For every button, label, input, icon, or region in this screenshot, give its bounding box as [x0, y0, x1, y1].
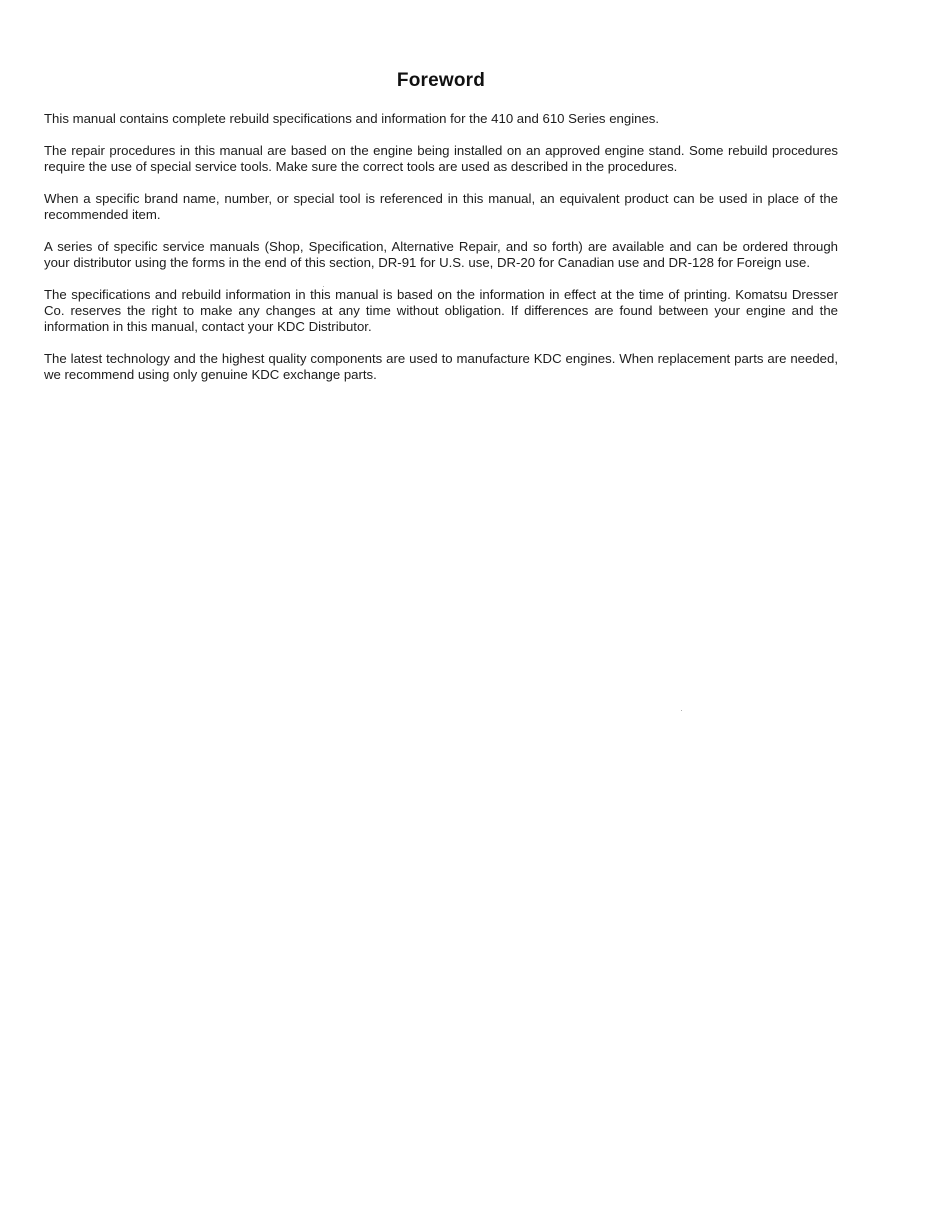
- paragraph-intro: This manual contains complete rebuild specifications and information for the 410 and 610 Series engines.: [44, 111, 660, 126]
- foreword-body: [44, 111, 838, 399]
- paragraph-service-manuals: A series of specific service manuals (Shop, Specification, Alternative Repair, and so forth) are available and can be ordered through your distributor using the forms in the end of this section, DR-91 for U.S. use, DR-20 for Canadian use and DR-128 for Foreign use.: [44, 239, 838, 270]
- scan-speck: [323, 286, 324, 287]
- paragraph-equivalent-products: When a specific brand name, number, or special tool is referenced in this manual, an equivalent product can be used in place of the recommended item.: [44, 191, 838, 222]
- paragraph-repair-procedures: The repair procedures in this manual are based on the engine being installed on an approved engine stand. Some rebuild procedures require the use of special service tools. Make sure the correct tools are used as described in the procedures.: [44, 143, 838, 174]
- page-title: Foreword: [396, 70, 486, 91]
- scan-speck: [681, 710, 682, 711]
- paragraph-specifications-notice: The specifications and rebuild information in this manual is based on the information in effect at the time of printing. Komatsu Dresser Co. reserves the right to make any changes at any time without obligation. If differences are found between your engine and the information in this manual, contact your KDC Distributor.: [44, 287, 838, 334]
- paragraph-genuine-parts: The latest technology and the highest quality components are used to manufacture KDC engines. When replacement parts are needed, we recommend using only genuine KDC exchange parts.: [44, 351, 838, 382]
